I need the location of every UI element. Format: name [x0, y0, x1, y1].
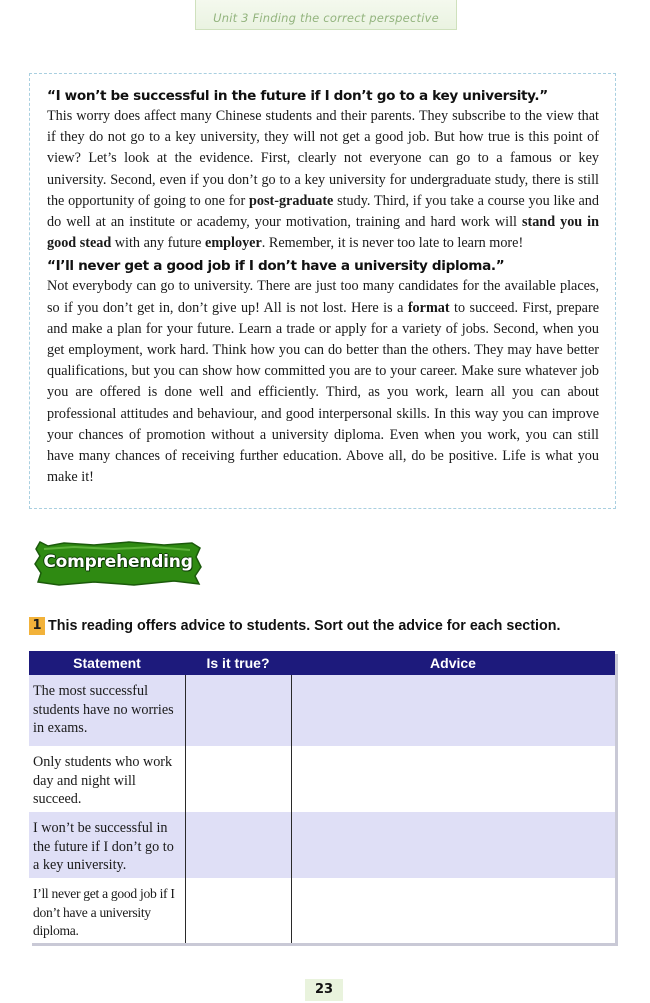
keyword-format: format: [407, 299, 450, 316]
keyword-employer: employer: [205, 235, 262, 252]
is-true-cell[interactable]: [185, 675, 291, 746]
statement-cell: Only students who work day and night will succeed.: [29, 746, 185, 812]
table-row: [29, 812, 615, 878]
task-instruction: This reading offers advice to students. Sort out the advice for each section.: [48, 618, 561, 634]
keyword-post-graduate: post-graduate: [249, 192, 334, 209]
section-paragraph-key-university: This worry does affect many Chinese students and their parents. They subscribe to the view that if they do not go to a key university, they will not get a good job. But how true is this point of view? Let’s look at the evidence. First, clearly not everyone can go to a famous or key university. Second, even if you don’t go to a key university for undergraduate study, there is still the opportunity of going to one for post-graduate study. Third, if you take a course you like and do well at an institute or academy, your motivation, training and hard work will stand you in good stead with any future employer. Remember, it is never too late to learn more!: [47, 108, 600, 252]
is-true-cell[interactable]: [185, 878, 291, 943]
is-true-cell[interactable]: [185, 812, 291, 878]
section-heading-university-diploma: “I’ll never get a good job if I don’t have a university diploma.”: [47, 258, 505, 275]
section-heading-key-university: “I won’t be successful in the future if I don’t go to a key university.”: [47, 88, 548, 104]
page-number: 23: [305, 979, 343, 1001]
table-header-row: [29, 651, 615, 675]
advice-table: [29, 651, 615, 943]
table-row: [29, 746, 615, 812]
comprehending-banner: [34, 540, 204, 588]
advice-cell[interactable]: [291, 812, 615, 878]
is-true-cell[interactable]: [185, 746, 291, 812]
task-number-badge: 1: [29, 617, 45, 635]
table-row: [29, 675, 615, 746]
advice-cell[interactable]: [291, 878, 615, 943]
statement-cell: I’ll never get a good job if I don’t have a university diploma.: [29, 878, 185, 943]
header-statement: Statement: [29, 651, 185, 675]
section-paragraph-university-diploma: Not everybody can go to university. There are just too many candidates for the available places, so if you don’t get in, don’t give up! All is not lost. Here is a format to succeed. First, prepare and make a plan for your future. Learn a trade or apply for a variety of jobs. Second, when you get employment, work hard. Think how you can do better than the others. They may have better qualifications, but you can show how committed you are to your career. Make sure whatever job you are offered is done well and efficiently. Third, as you work, learn all you can about professional attitudes and behaviour, and good interpersonal skills. In this way you can improve your chances of promotion without a university diploma. Even when you work, you can still have many chances of receiving further education. Above all, do be positive. Life is what you make it!: [47, 278, 599, 486]
task-instruction-line: [29, 616, 560, 636]
table-row: [29, 878, 615, 943]
header-is-it-true: Is it true?: [185, 651, 291, 675]
unit-title: Unit 3 Finding the correct perspective: [213, 11, 439, 25]
unit-header: [195, 0, 457, 30]
advice-cell[interactable]: [291, 675, 615, 746]
reading-box: [29, 73, 616, 509]
comprehending-title: Comprehending: [43, 552, 193, 572]
advice-cell[interactable]: [291, 746, 615, 812]
statement-cell: I won’t be successful in the future if I don’t go to a key university.: [29, 812, 185, 878]
header-advice: Advice: [291, 651, 615, 675]
keyword-stand-you-in-good-stead: stand you in good stead: [47, 214, 600, 252]
statement-cell: The most successful students have no worries in exams.: [29, 675, 185, 746]
